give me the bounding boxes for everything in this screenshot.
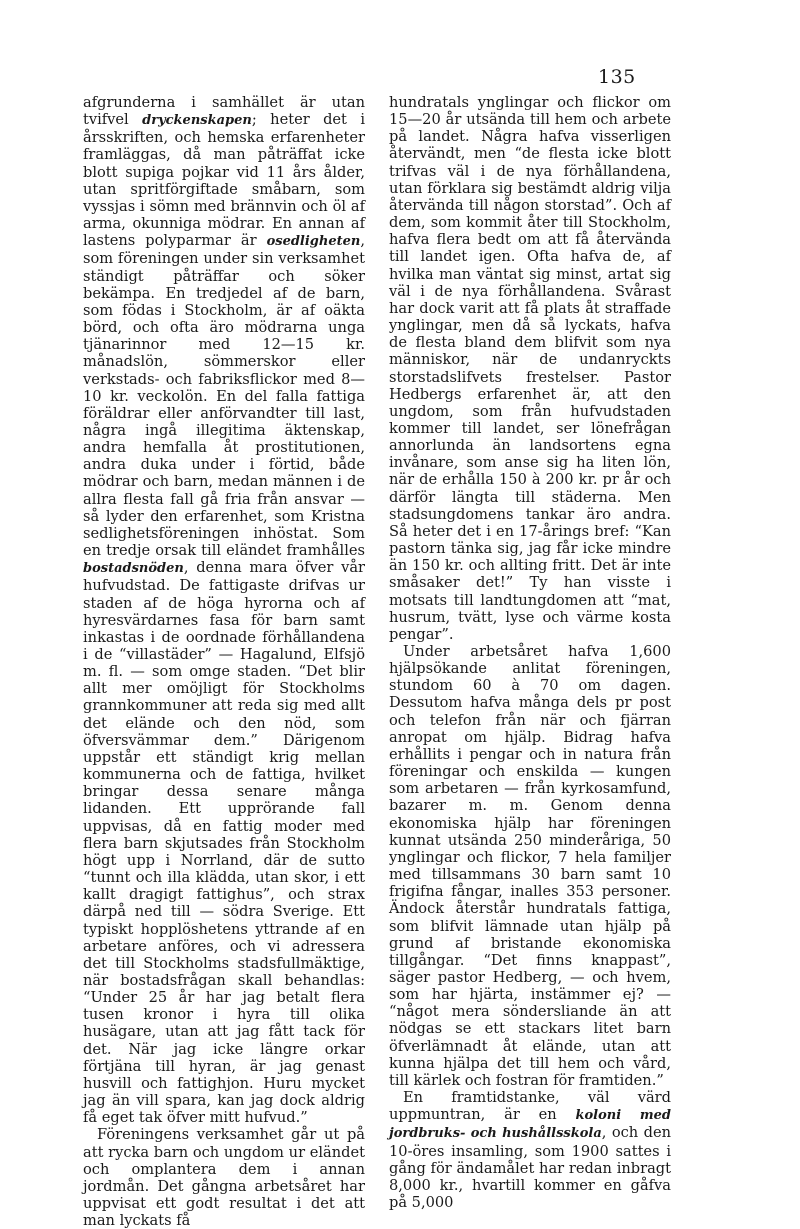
emphasis-drunkenness: dryckenskapen xyxy=(142,113,252,129)
paragraph: Föreningens verksamhet går ut på att rycka barn och ungdom ur eländet och omplantera dem i annan jordmån. Det gångna arbetsåret har uppvisat ett godt resultat i det att man lyckats få xyxy=(83,1126,365,1229)
paragraph: hundratals ynglingar och flickor om 15—20 år utsända till hem och arbete på landet. Några hafva visserligen återvändt, men “de flesta icke blott trifvas väl i de nya förhållandena, utan förklara sig bestämdt aldrig vilja återvända till någon storstad”. Och af dem, som kommit åter till Stockholm, hafva flera bedt om att få återvända till landet igen. Ofta hafva de, af hvilka man väntat sig minst, artat sig väl i de nya förhållandena. Svårast har dock varit att få plats åt straffade ynglingar, men då så lyckats, hafva de flesta bland dem blifvit som nya människor, när de undanryckts storstadslifvets frestelser. Pastor Hedbergs erfarenhet är, att den ungdom, som från hufvudstaden kommer till landet, ser lönefrågan annorlunda än landsortens egna invånare, som anse sig ha liten lön, när de erhålla 150 à 200 kr. pr år och därför längta till städerna. Men stadsungdomens tankar äro andra. Så heter det i en 17-årings bref: “Kan pastorn tänka sig, jag får icke mindre än 150 kr. och allting fritt. Det är inte småsaker det!” Ty han visste i motsats till landtungdomen att “mat, husrum, tvätt, lyse och värme kosta pengar”. xyxy=(389,94,671,643)
emphasis-housing-shortage: bostadsnöden xyxy=(83,561,184,577)
paragraph xyxy=(389,1089,671,1211)
text-run: , som föreningen under sin verksamhet ständigt påträffar och söker bekämpa. En tredjedel af de barn, som födas i Stockholm, är af oäkta börd, och ofta äro mödrarna unga tjänarinnor med 12—15 kr. månadslön, sömmerskor eller verkstads- och fabriksflickor med 8—10 kr. veckolön. En del falla fattiga föräldrar eller anförvandter till last, några ingå illegitima äktenskap, andra hemfalla åt prostitutionen, andra duka under i förtid, både mödrar och barn, medan männen i de allra flesta fall gå fria från ansvar — så lyder den erfarenhet, som Kristna sedlighetsföreningen inhöstat. Som en tredje orsak till eländet framhålles xyxy=(83,232,365,560)
right-column xyxy=(389,94,671,1211)
text-run: afgrunderna i samhället är utan tvifvel xyxy=(83,94,365,129)
paragraph: Under arbetsåret hafva 1,600 hjälpsökande anlitat föreningen, stundom 60 à 70 om dagen. Dessutom hafva många dels pr post och telefon från när och fjärran anropat om hjälp. Bidrag hafva erhållits i pengar och in natura från föreningar och enskilda — kungen som arbetaren — från kyrkosamfund, bazarer m. m. Genom denna ekonomiska hjälp har föreningen kunnat utsända 250 minderåriga, 50 ynglingar och flickor, 7 hela familjer med tillsammans 30 barn samt 10 frigifna fångar, inalles 353 personer. Ändock återstår hundratals fattiga, som blifvit lämnade utan hjälp på grund af bristande ekonomiska tillgångar. “Det finns knappast”, säger pastor Hedberg, — och hvem, som har hjärta, instämmer ej? — “något mera söndersliande än att nödgas se ett stackars litet barn öfverlämnadt åt elände, utan att kunna hjälpa det till hem och vård, till kärlek och fostran för framtiden.” xyxy=(389,643,671,1089)
emphasis-immorality: osedligheten xyxy=(266,234,361,250)
text-run: En framtidstanke, väl värd uppmuntran, är en xyxy=(389,1089,671,1124)
left-column xyxy=(83,94,365,1229)
emphasis-colony-school: koloni med jordbruks- och hushållsskola xyxy=(389,1108,671,1142)
page-number: 135 xyxy=(598,66,636,88)
text-run: , denna mara öfver vår hufvudstad. De fattigaste drifvas ur staden af de höga hyrorna och af hyresvärdarnes fasa för barn samt inkastas i de oordnade förhållandena i de “villastäder” — Hagalund, Elfsjö m. fl. — som omge staden. “Det blir allt mer omöjligt för Stockholms grannkommuner att reda sig med allt det elände och den nöd, som öfversvämmar dem.” Därigenom uppstår ett ständigt krig mellan kommunerna och de fattiga, hvilket bringar dessa senare många lidanden. Ett upprörande fall uppvisas, då en fattig moder med flera barn skjutsades från Stockholm högt upp i Norrland, där de sutto “tunnt och illa klädda, utan skor, i ett kallt dragigt fattighus”, och strax därpå ned till — södra Sverige. Ett typiskt hopplöshetens yttrande af en arbetare anföres, och vi adressera det till Stockholms stadsfullmäktige, när bostadsfrågan skall behandlas: “Under 25 år har jag betalt flera tusen kronor i hyra till olika husägare, utan att jag fått tack för det. När jag icke längre orkar förtjäna till hyran, är jag genast husvill och fattighjon. Huru mycket jag än vill spara, kan jag dock aldrig få eget tak öfver mitt hufvud.” xyxy=(83,559,365,1127)
text-run: , och den 10-öres insamling, som 1900 sattes i gång för ändamålet har redan inbragt 8,000 kr., hvartill kommer en gåfva på 5,000 xyxy=(389,1124,672,1211)
text-run: ; heter det i årsskriften, och hemska erfarenheter framläggas, då man påträffat icke blott supiga pojkar vid 11 års ålder, utan spritförgiftade småbarn, som vyssjas i sömn med brännvin och öl af arma, okunniga mödrar. En annan af lastens polyparmar är xyxy=(83,111,365,250)
paragraph xyxy=(83,94,365,1126)
